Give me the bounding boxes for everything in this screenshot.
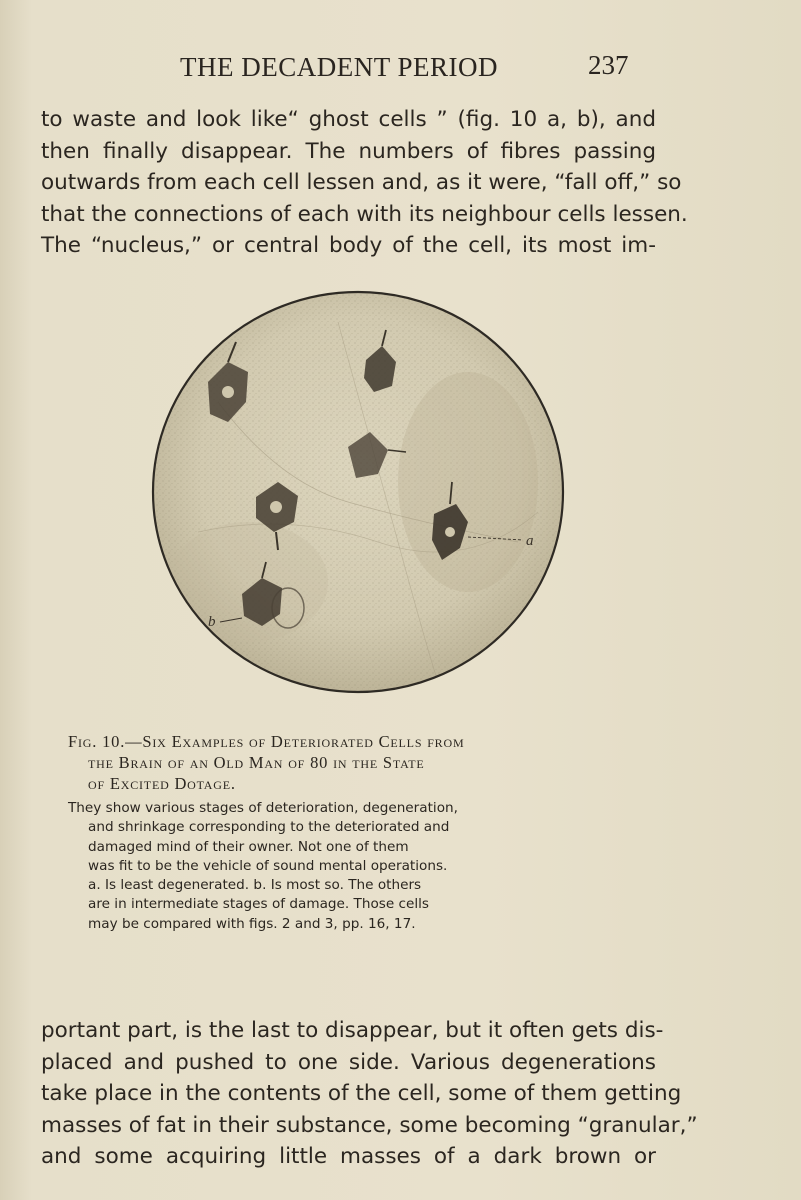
text-line: that the connections of each with its neighbour cells lessen. <box>41 201 688 227</box>
caption-line: a. Is least degenerated. b. Is most so. The others <box>88 877 422 894</box>
text-line: masses of fat in their substance, some becoming “granular,” <box>41 1112 698 1138</box>
figure-caption <box>68 731 598 934</box>
caption-line: was fit to be the vehicle of sound mental operations. <box>88 857 448 874</box>
caption-line: are in intermediate stages of damage. Those cells <box>88 896 430 913</box>
text-line: placed and pushed to one side. Various degenerations <box>41 1049 656 1075</box>
top-paragraph <box>41 104 688 262</box>
caption-line: They show various stages of deterioration, degeneration, <box>68 800 458 816</box>
running-head: THE DECADENT PERIOD <box>180 52 498 82</box>
text-line: then finally disappear. The numbers of fibres passing <box>41 138 656 164</box>
caption-line: may be compared with figs. 2 and 3, pp. 16, 17. <box>88 915 416 932</box>
text-line: The “nucleus,” or central body of the cell, its most im- <box>41 233 656 259</box>
caption-line: and shrinkage corresponding to the deteriorated and <box>88 819 450 836</box>
text-line: outwards from each cell lessen and, as it were, “fall off,” so <box>41 170 682 196</box>
text-line: and some acquiring little masses of a dark brown or <box>41 1144 656 1170</box>
caption-title-line: of Excited Dotage. <box>88 774 236 793</box>
microscope-figure <box>138 282 578 702</box>
caption-title-line: Fig. 10.—Six Examples of Deteriorated Cells from <box>68 732 465 751</box>
text-line: portant part, is the last to disappear, but it often gets dis- <box>41 1018 664 1043</box>
caption-line: damaged mind of their owner. Not one of them <box>88 838 409 855</box>
text-line: take place in the contents of the cell, some of them getting <box>41 1081 682 1107</box>
microscope-field <box>138 282 578 702</box>
text-line: to waste and look like“ ghost cells ” (fig. 10 a, b), and <box>41 107 656 132</box>
bottom-paragraph <box>41 1015 698 1173</box>
svg-text:a: a <box>526 533 534 549</box>
svg-text:b: b <box>208 614 216 630</box>
caption-title-line: the Brain of an Old Man of 80 in the State <box>88 753 425 772</box>
page-number: 237 <box>588 50 629 80</box>
caption-body <box>68 799 598 934</box>
caption-title <box>68 731 598 794</box>
